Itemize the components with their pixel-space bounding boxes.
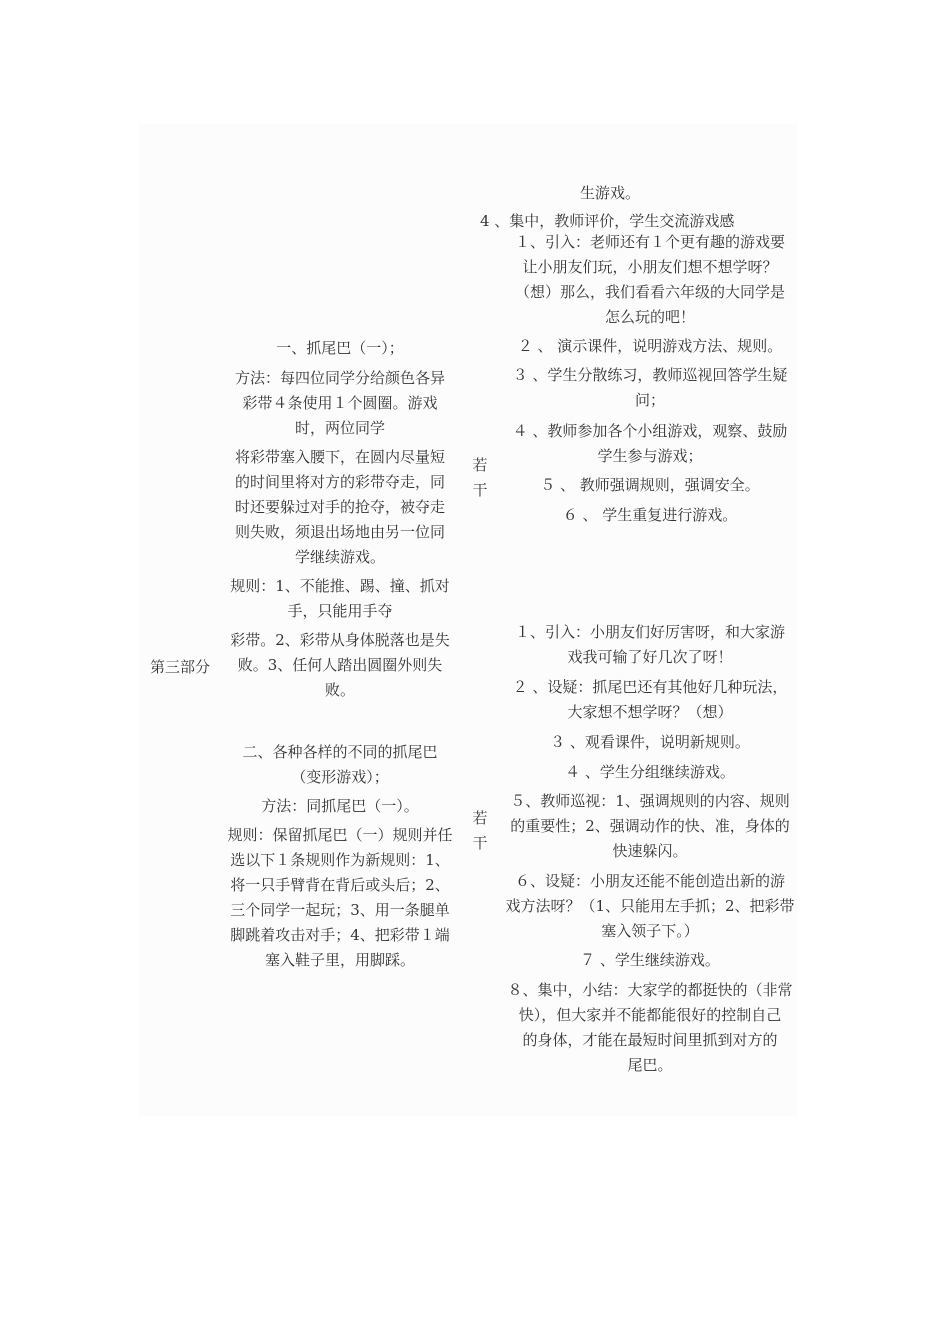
steps2-step7: ７ 、学生继续游戏。 <box>580 951 720 969</box>
right-top-line2: 4 、集中，教师评价，学生交流游戏感 <box>480 212 735 230</box>
steps2-step4: ４ 、学生分组继续游戏。 <box>565 763 735 781</box>
amount-2-char1: 若 <box>472 809 488 827</box>
steps1-step5: ５ 、 教师强调规则，强调安全。 <box>540 476 760 494</box>
amount-1-char1: 若 <box>472 456 488 474</box>
game1-title: 一、抓尾巴（一）； <box>276 339 404 357</box>
game2-method: 方法：同抓尾巴（一）。 <box>261 797 419 815</box>
steps1-step6: ６ 、 学生重复进行游戏。 <box>562 506 738 524</box>
steps1-step2: ２ 、 演示课件，说明游戏方法、规则。 <box>517 337 783 355</box>
section-label: 第三部分 <box>149 658 210 676</box>
right-top-line1: 生游戏。 <box>579 184 640 202</box>
amount-1-char2: 干 <box>472 481 488 499</box>
amount-2-char2: 干 <box>472 834 488 852</box>
steps2-step3: ３ 、观看课件，说明新规则。 <box>550 733 750 751</box>
